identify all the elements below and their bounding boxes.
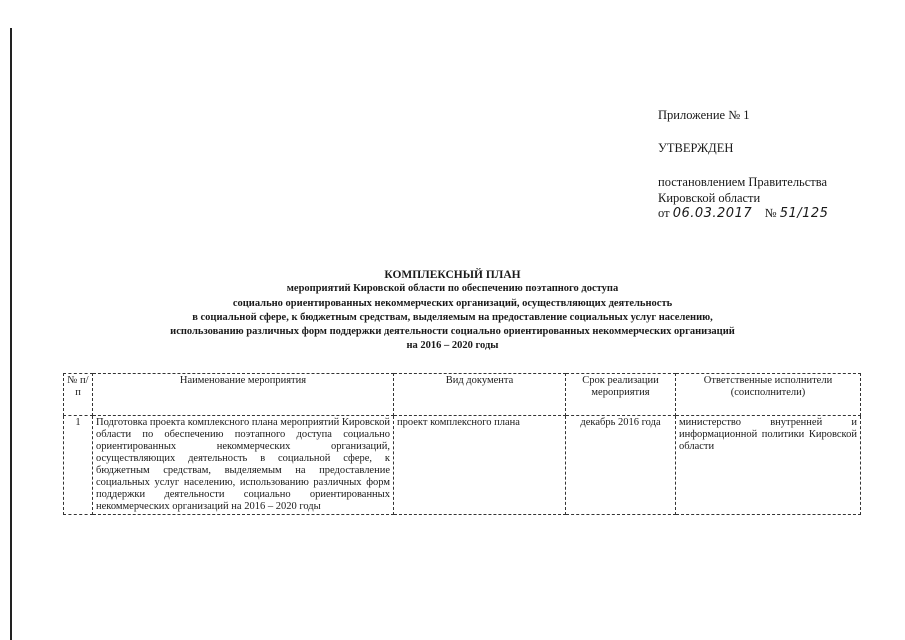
region-label: Кировской области	[658, 191, 761, 205]
plan-subtitle-line: использованию различных форм поддержки деятельности социально ориентированных некоммерческих организаций	[170, 326, 735, 338]
plan-subtitle-line: в социальной сфере, к бюджетным средствам, выделяемым на предоставление социальных услуг населению,	[192, 311, 713, 323]
header-deadline: Срок реализации мероприятия	[566, 374, 676, 416]
plan-title: КОМПЛЕКСНЫЙ ПЛАН	[384, 269, 521, 281]
approved-label: УТВЕРЖДЕН	[658, 141, 734, 155]
table-row	[64, 416, 861, 515]
header-name: Наименование мероприятия	[93, 374, 394, 416]
header-doc-type: Вид документа	[394, 374, 566, 416]
row-name: Подготовка проекта комплексного плана мероприятий Кировской области по обеспечению поэтапного доступа социально ориентированных некоммерческих организаций, осуществляющих деятельность в социальной сфере, к бюджетным средствам, выделяемым на предоставление социальных услуг населению, использованию различных форм поддержки деятельности социально ориентированных некоммерческих организаций на 2016 – 2020 годы	[93, 416, 394, 515]
plan-title-block	[0, 268, 905, 354]
appendix-label: Приложение № 1	[658, 108, 750, 122]
date-prefix: от	[658, 206, 670, 220]
row-deadline: декабрь 2016 года	[566, 416, 676, 515]
decree-date-line	[658, 206, 828, 221]
plan-subtitle-line: на 2016 – 2020 годы	[406, 340, 499, 352]
decree-number: 51/125	[779, 206, 829, 221]
row-doc-type: проект комплексного плана	[394, 416, 566, 515]
number-prefix: №	[764, 206, 777, 220]
row-number: 1	[64, 416, 93, 515]
decree-date: 06.03.2017	[672, 206, 753, 221]
row-responsible: министерство внутренней и информационной политики Кировской области	[676, 416, 861, 515]
plan-subtitle-line: социально ориентированных некоммерческих организаций, осуществляющих деятельность	[232, 297, 673, 309]
decree-label: постановлением Правительства	[658, 175, 828, 189]
header-number: № п/п	[64, 374, 93, 416]
plan-subtitle-line: мероприятий Кировской области по обеспечению поэтапного доступа	[286, 283, 619, 295]
header-responsible: Ответственные исполнители (соисполнители)	[676, 374, 861, 416]
plan-table	[63, 373, 861, 515]
table-header-row	[64, 374, 861, 416]
